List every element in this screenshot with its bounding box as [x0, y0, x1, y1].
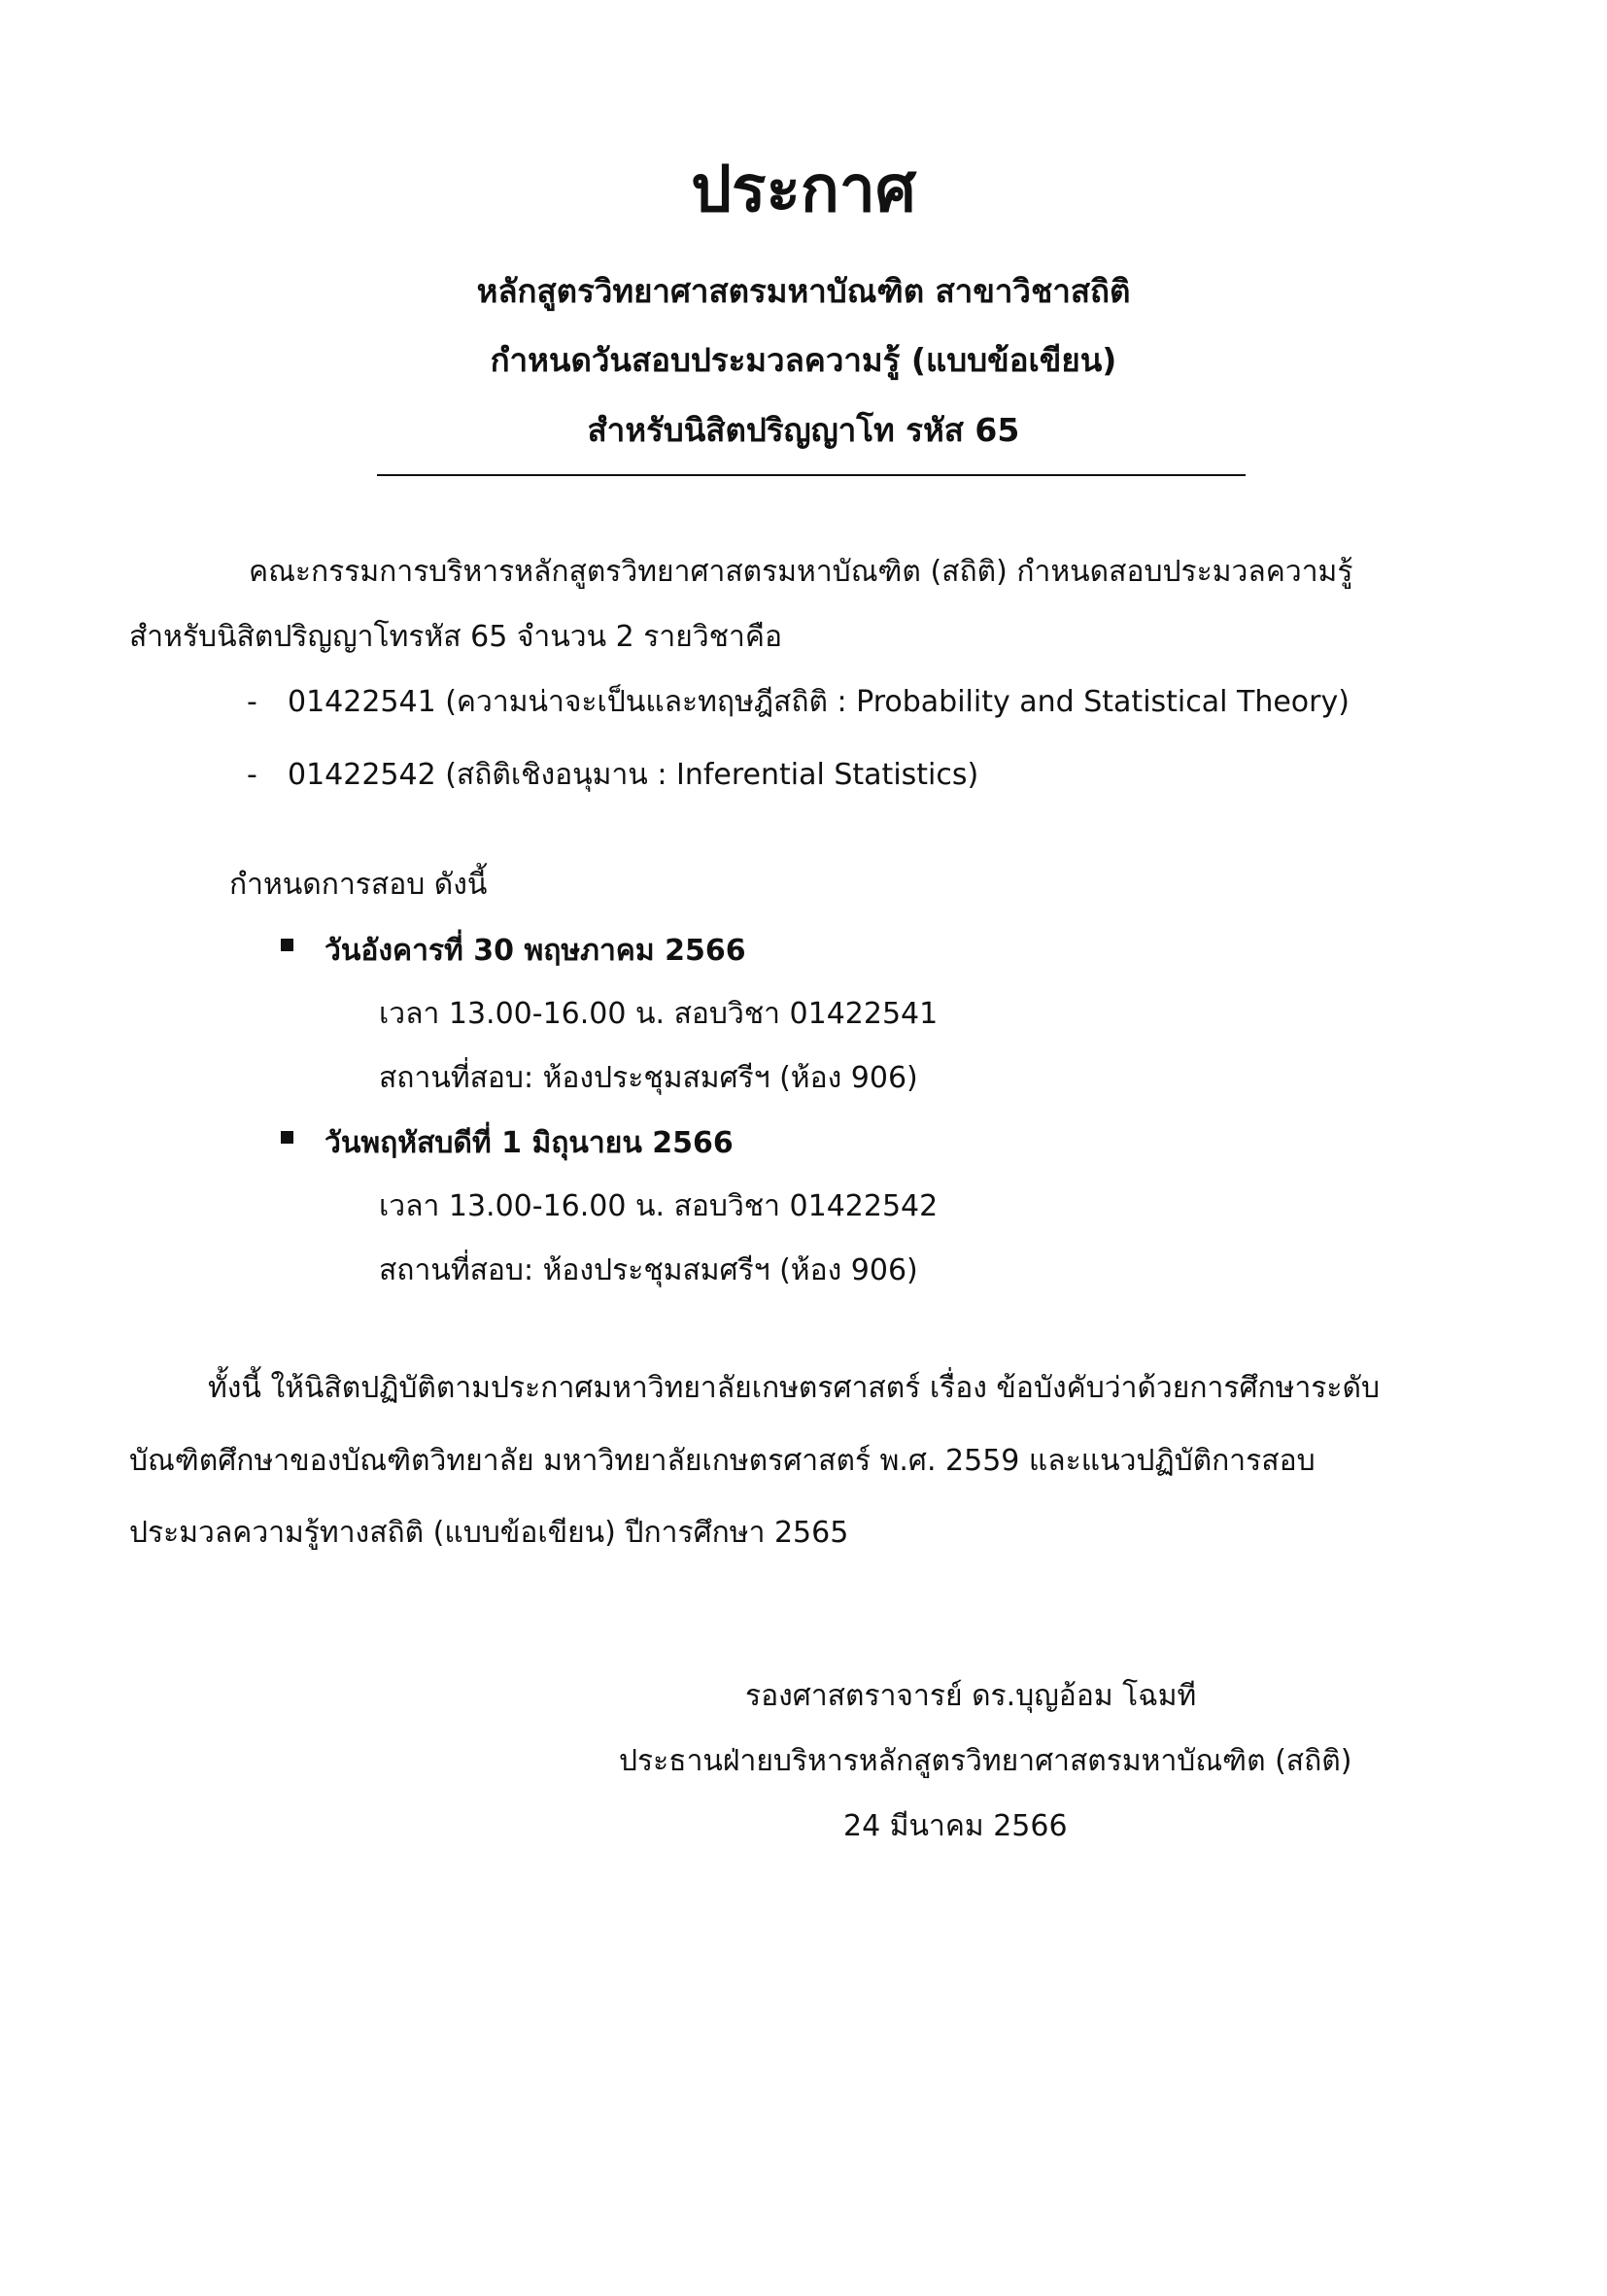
- announcement-title: ประกาศ: [691, 152, 916, 226]
- bullet-square-icon: [281, 939, 293, 951]
- exam-date-2: วันพฤหัสบดีที่ 1 มิถุนายน 2566: [325, 1126, 734, 1160]
- exam-time-1: เวลา 13.00-16.00 น. สอบวิชา 01422541: [379, 997, 939, 1031]
- header-divider: [377, 474, 1246, 476]
- course-item-2: 01422542 (สถิติเชิงอนุมาน : Inferential Statistics): [288, 758, 979, 792]
- program-subtitle: หลักสูตรวิทยาศาสตรมหาบัณฑิต สาขาวิชาสถิติ: [476, 272, 1131, 310]
- exam-subtitle: กำหนดวันสอบประมวลความรู้ (แบบข้อเขียน): [490, 341, 1117, 379]
- exam-time-2: เวลา 13.00-16.00 น. สอบวิชา 01422542: [379, 1189, 939, 1223]
- exam-date-1: วันอังคารที่ 30 พฤษภาคม 2566: [325, 934, 746, 968]
- student-subtitle: สำหรับนิสิตปริญญาโท รหัส 65: [587, 411, 1020, 449]
- signatory-name: รองศาสตราจารย์ ดร.บุญอ้อม โฉมที: [745, 1679, 1197, 1713]
- course-dash-1: -: [247, 685, 257, 719]
- exam-place-2: สถานที่สอบ: ห้องประชุมสมศรีฯ (ห้อง 906): [379, 1253, 918, 1287]
- signatory-position: ประธานฝ่ายบริหารหลักสูตรวิทยาศาสตรมหาบัณฑิต (สถิติ): [619, 1744, 1352, 1778]
- course-item-1: 01422541 (ความน่าจะเป็นและทฤษฎีสถิติ : Probability and Statistical Theory): [288, 685, 1350, 719]
- intro-line-1: คณะกรรมการบริหารหลักสูตรวิทยาศาสตรมหาบัณฑิต (สถิติ) กำหนดสอบประมวลความรู้: [249, 555, 1353, 589]
- signature-date: 24 มีนาคม 2566: [843, 1809, 1068, 1843]
- closing-line-3: ประมวลความรู้ทางสถิติ (แบบข้อเขียน) ปีการศึกษา 2565: [129, 1516, 849, 1550]
- schedule-heading: กำหนดการสอบ ดังนี้: [229, 868, 488, 902]
- closing-line-2: บัณฑิตศึกษาของบัณฑิตวิทยาลัย มหาวิทยาลัยเกษตรศาสตร์ พ.ศ. 2559 และแนวปฏิบัติการสอบ: [129, 1444, 1316, 1478]
- course-dash-2: -: [247, 758, 257, 792]
- intro-line-2: สำหรับนิสิตปริญญาโทรหัส 65 จำนวน 2 รายวิชาคือ: [129, 620, 782, 654]
- exam-place-1: สถานที่สอบ: ห้องประชุมสมศรีฯ (ห้อง 906): [379, 1061, 918, 1095]
- bullet-square-icon: [281, 1131, 293, 1144]
- closing-line-1: ทั้งนี้ ให้นิสิตปฏิบัติตามประกาศมหาวิทยาลัยเกษตรศาสตร์ เรื่อง ข้อบังคับว่าด้วยการศึกษาระดับ: [208, 1371, 1381, 1405]
